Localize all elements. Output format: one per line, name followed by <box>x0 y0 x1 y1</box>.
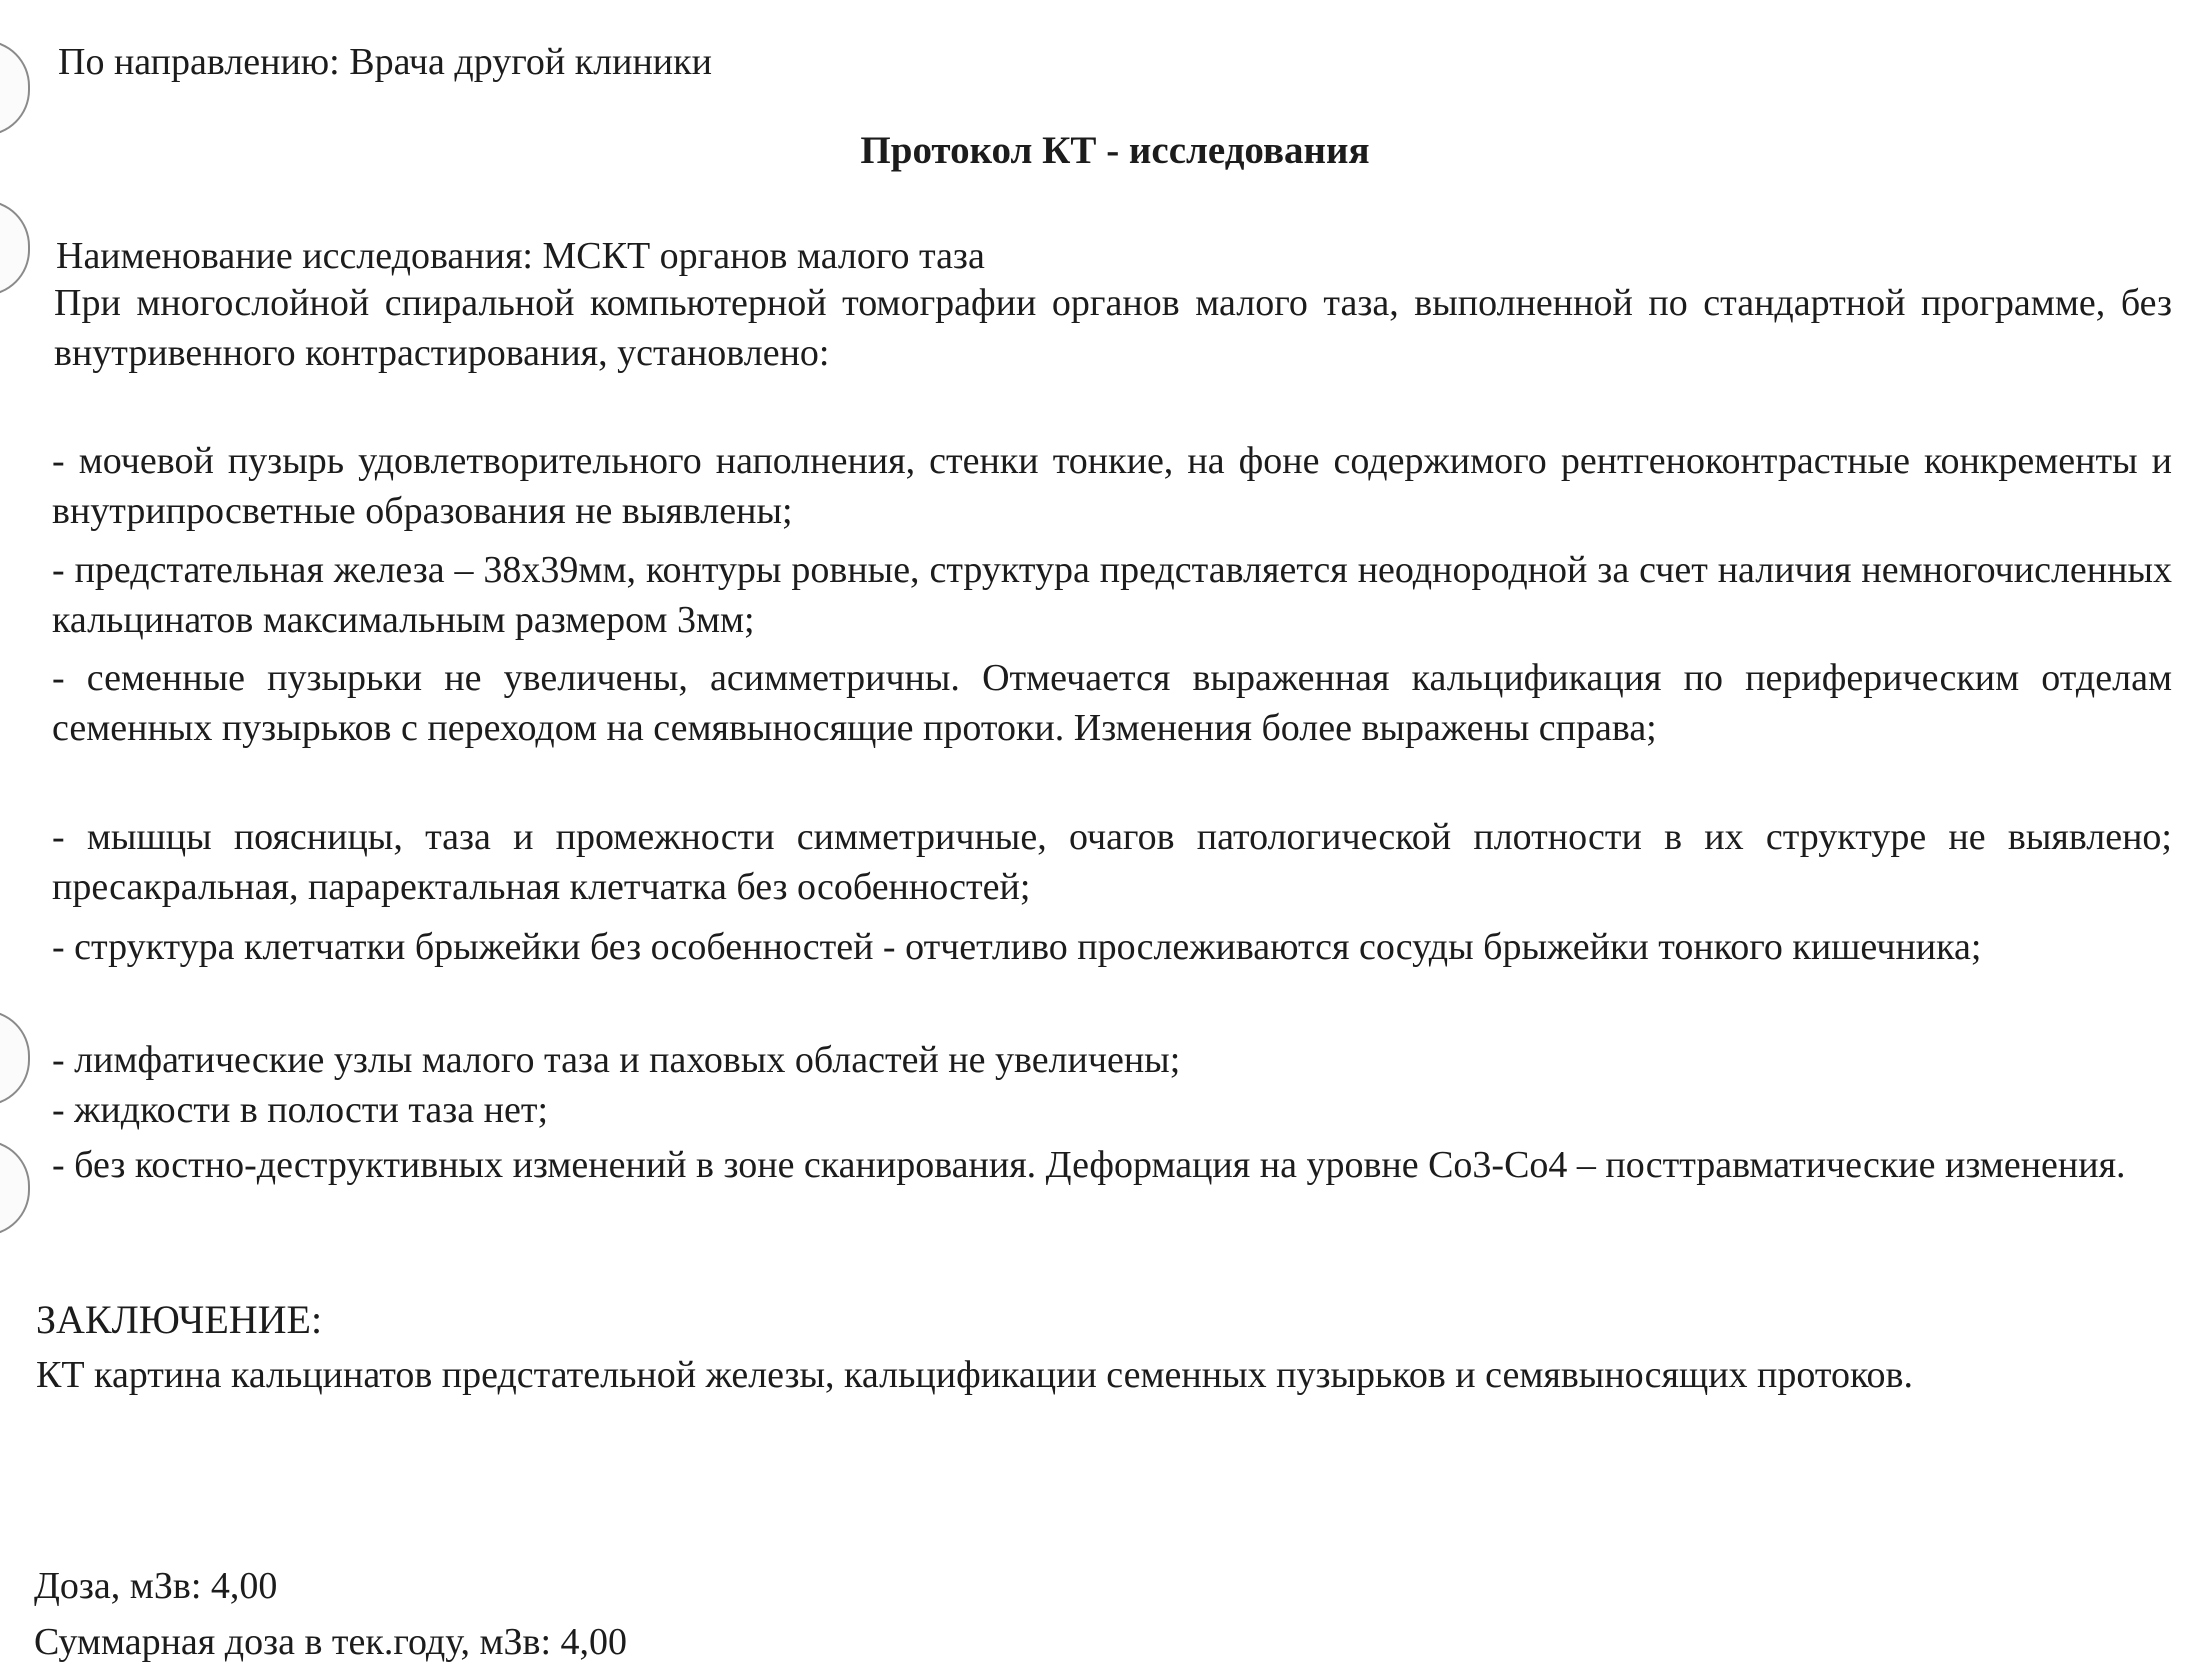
conclusion-heading: ЗАКЛЮЧЕНИЕ: <box>36 1297 323 1342</box>
punch-hole-bottom <box>0 1140 30 1236</box>
finding-mesentery: - структура клетчатки брыжейки без особенностей - отчетливо прослеживаются сосуды брыжейки тонкого кишечника; <box>52 926 1982 968</box>
finding-fluid: - жидкости в полости таза нет; <box>52 1089 549 1131</box>
finding-muscles: - мышцы поясницы, таза и промежности симметричные, очагов патологической плотности в их структуре не выявлено; пресакральная, параректальная клетчатка без особенностей; <box>52 816 2172 908</box>
document-title: Протокол КТ - исследования <box>860 129 1370 172</box>
finding-bones: - без костно-деструктивных изменений в зоне сканирования. Деформация на уровне Co3-Co4 – посттравматические изменения. <box>52 1144 2126 1186</box>
dose-current: Доза, мЗв: 4,00 <box>34 1565 278 1607</box>
study-name: Наименование исследования: МСКТ органов малого таза <box>56 235 985 277</box>
referral-line: По направлению: Врача другой клиники <box>58 41 712 83</box>
punch-hole-upper <box>0 200 30 296</box>
finding-bladder: - мочевой пузырь удовлетворительного наполнения, стенки тонкие, на фоне содержимого рентгеноконтрастные конкременты и внутрипросветные образования не выявлены; <box>52 440 2172 532</box>
conclusion-text: КТ картина кальцинатов предстательной железы, кальцификации семенных пузырьков и семявыносящих протоков. <box>36 1354 1913 1396</box>
finding-lymph-nodes: - лимфатические узлы малого таза и паховых областей не увеличены; <box>52 1039 1181 1081</box>
dose-annual: Суммарная доза в тек.году, мЗв: 4,00 <box>34 1621 628 1663</box>
punch-hole-top <box>0 40 30 136</box>
finding-prostate: - предстательная железа – 38х39мм, контуры ровные, структура представляется неоднородной за счет наличия немногочисленных кальцинатов максимальным размером 3мм; <box>52 549 2172 641</box>
punch-hole-lower <box>0 1010 30 1106</box>
finding-seminal-vesicles: - семенные пузырьки не увеличены, асимметричны. Отмечается выраженная кальцификация по периферическим отделам семенных пузырьков с переходом на семявыносящие протоки. Изменения более выражены справа; <box>52 657 2172 749</box>
study-intro: При многослойной спиральной компьютерной томографии органов малого таза, выполненной по стандартной программе, без внутривенного контрастирования, установлено: <box>54 282 2172 374</box>
